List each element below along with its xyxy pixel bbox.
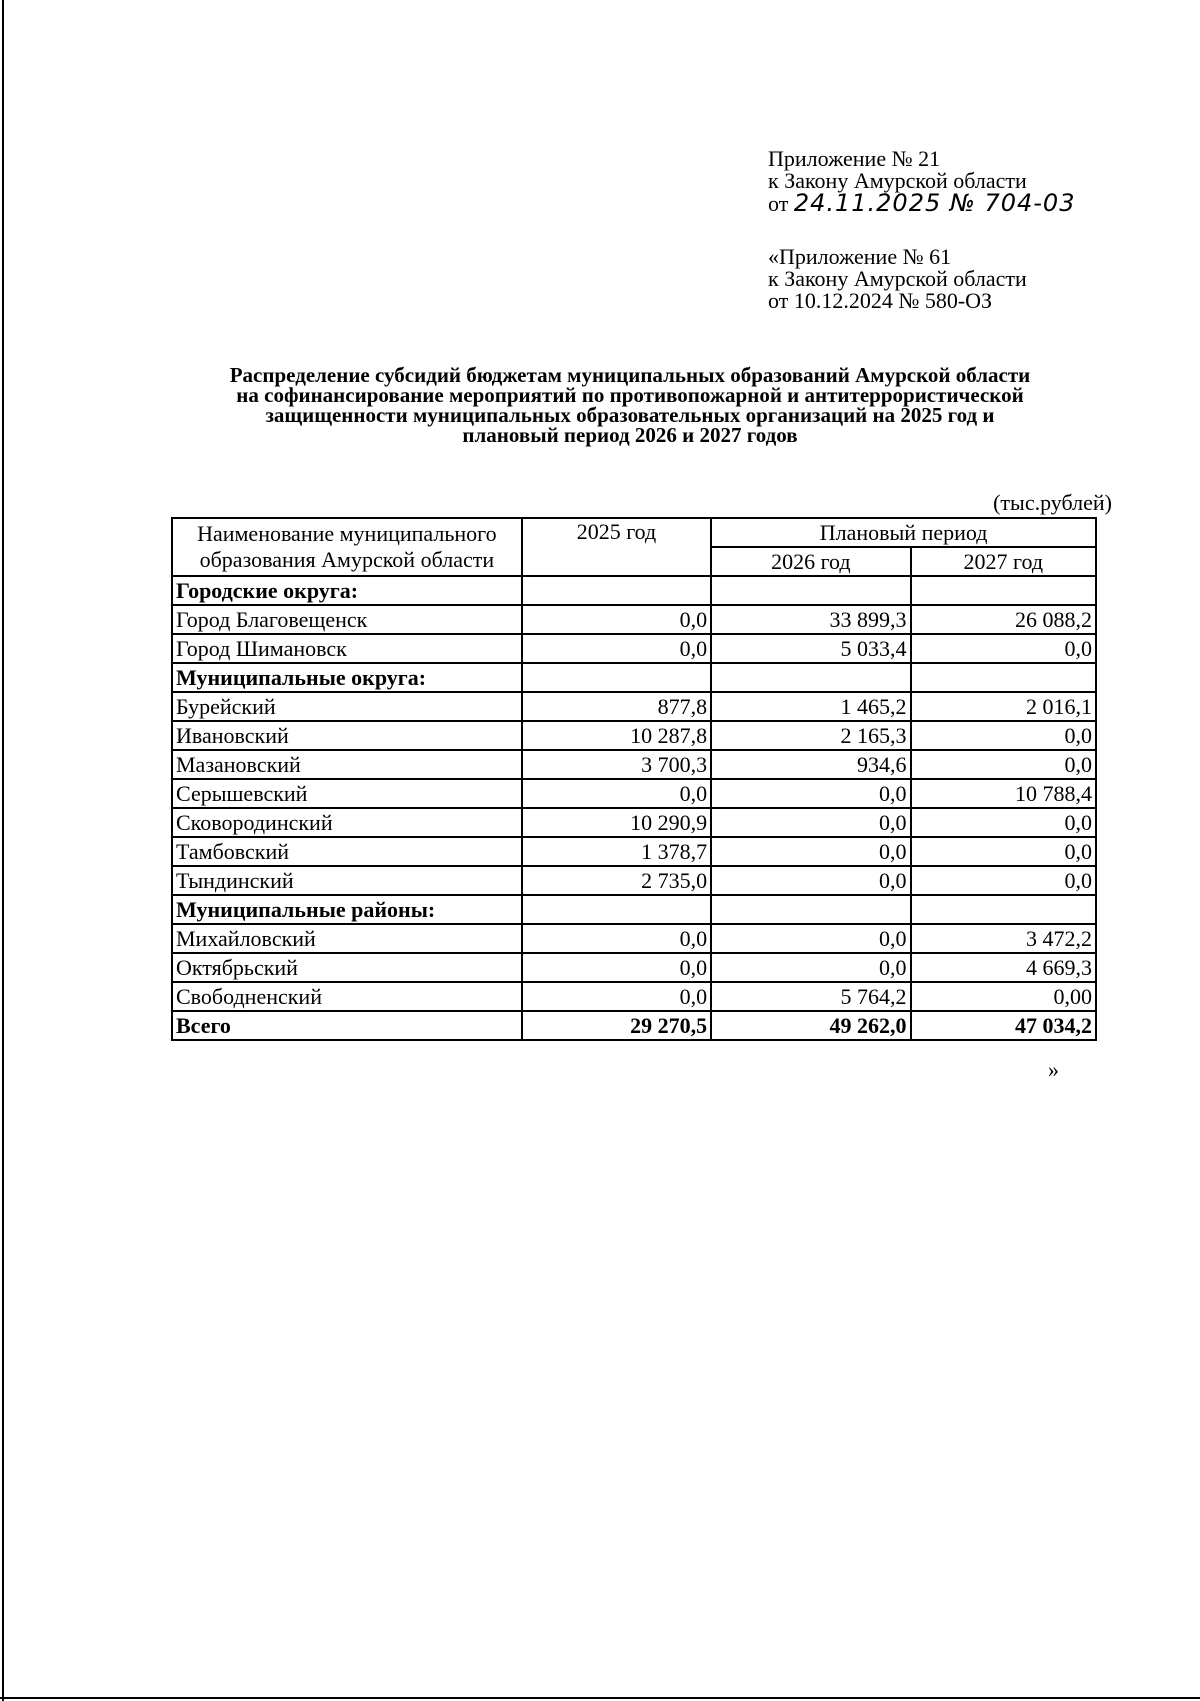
row-2025: 10 287,8 bbox=[522, 721, 711, 750]
row-2026: 0,0 bbox=[711, 779, 910, 808]
title-line1: Распределение субсидий бюджетам муниципальных образований Амурской области bbox=[229, 363, 1031, 387]
table-body bbox=[172, 576, 1096, 1040]
header-name-cell bbox=[172, 518, 522, 576]
row-2027: 3 472,2 bbox=[911, 924, 1096, 953]
handwritten-date-number: 24.11.2025 № 704-03 bbox=[793, 189, 1076, 217]
row-2027: 10 788,4 bbox=[911, 779, 1096, 808]
table-row bbox=[172, 750, 1096, 779]
units-label: (тыс.рублей) bbox=[993, 490, 1112, 515]
appendix-current-date-line bbox=[768, 189, 1076, 217]
header-year-2025: 2025 год bbox=[522, 518, 711, 576]
row-2027: 0,0 bbox=[911, 634, 1096, 663]
row-2027: 0,0 bbox=[911, 837, 1096, 866]
table-row bbox=[172, 808, 1096, 837]
row-2026: 5 033,4 bbox=[711, 634, 910, 663]
row-2027: 0,0 bbox=[911, 808, 1096, 837]
page-border-left bbox=[2, 0, 4, 1701]
row-name: Бурейский bbox=[172, 692, 522, 721]
header-year-2026: 2026 год bbox=[711, 547, 910, 576]
row-2026: 33 899,3 bbox=[711, 605, 910, 634]
row-2027: 4 669,3 bbox=[911, 953, 1096, 982]
table-row bbox=[172, 982, 1096, 1011]
section-row bbox=[172, 663, 1096, 692]
header-row-1 bbox=[172, 518, 1096, 547]
table-row bbox=[172, 953, 1096, 982]
row-2027: 0,0 bbox=[911, 866, 1096, 895]
row-2026: 0,0 bbox=[711, 953, 910, 982]
row-name: Мазановский bbox=[172, 750, 522, 779]
row-2025: 1 378,7 bbox=[522, 837, 711, 866]
row-2025: 0,0 bbox=[522, 605, 711, 634]
row-2026: 0,0 bbox=[711, 924, 910, 953]
title-line4: плановый период 2026 и 2027 годов bbox=[462, 423, 798, 447]
row-2027: 26 088,2 bbox=[911, 605, 1096, 634]
table-row bbox=[172, 924, 1096, 953]
row-2027: 0,00 bbox=[911, 982, 1096, 1011]
row-2027: 0,0 bbox=[911, 721, 1096, 750]
row-2026: 0,0 bbox=[711, 866, 910, 895]
row-2025: 877,8 bbox=[522, 692, 711, 721]
row-name: Тамбовский bbox=[172, 837, 522, 866]
row-2025: 0,0 bbox=[522, 634, 711, 663]
section-title: Муниципальные районы: bbox=[172, 895, 522, 924]
row-2025: 0,0 bbox=[522, 779, 711, 808]
section-title: Муниципальные округа: bbox=[172, 663, 522, 692]
total-row bbox=[172, 1011, 1096, 1040]
subsidy-table bbox=[171, 517, 1097, 1041]
appendix-previous bbox=[768, 246, 1027, 312]
closing-quote: » bbox=[1048, 1057, 1059, 1082]
row-2025: 3 700,3 bbox=[522, 750, 711, 779]
row-name: Серышевский bbox=[172, 779, 522, 808]
row-2025: 2 735,0 bbox=[522, 866, 711, 895]
table-row bbox=[172, 692, 1096, 721]
page-border-bottom bbox=[0, 1697, 1200, 1699]
table-row bbox=[172, 634, 1096, 663]
table-row bbox=[172, 837, 1096, 866]
row-2027: 0,0 bbox=[911, 750, 1096, 779]
header-name-line2: образования Амурской области bbox=[199, 547, 495, 572]
row-name: Тындинский bbox=[172, 866, 522, 895]
table-row bbox=[172, 721, 1096, 750]
header-year-2027: 2027 год bbox=[911, 547, 1096, 576]
total-label: Всего bbox=[172, 1011, 522, 1040]
appendix-previous-line2: к Закону Амурской области bbox=[768, 266, 1027, 291]
header-planned-period: Плановый период bbox=[711, 518, 1096, 547]
row-2026: 5 764,2 bbox=[711, 982, 910, 1011]
appendix-current bbox=[768, 148, 1075, 215]
row-name: Свободненский bbox=[172, 982, 522, 1011]
row-2025: 0,0 bbox=[522, 953, 711, 982]
total-2027: 47 034,2 bbox=[911, 1011, 1096, 1040]
appendix-current-prefix: от bbox=[768, 191, 789, 216]
row-name: Октябрьский bbox=[172, 953, 522, 982]
section-title: Городские округа: bbox=[172, 576, 522, 605]
appendix-previous-line1: «Приложение № 61 bbox=[768, 244, 952, 269]
row-2026: 2 165,3 bbox=[711, 721, 910, 750]
row-2025: 10 290,9 bbox=[522, 808, 711, 837]
table-row bbox=[172, 605, 1096, 634]
row-name: Город Благовещенск bbox=[172, 605, 522, 634]
section-row bbox=[172, 895, 1096, 924]
row-2027: 2 016,1 bbox=[911, 692, 1096, 721]
table-row bbox=[172, 779, 1096, 808]
appendix-current-line2: к Закону Амурской области bbox=[768, 168, 1027, 193]
row-name: Город Шимановск bbox=[172, 634, 522, 663]
header-name-line1: Наименование муниципального bbox=[197, 521, 497, 546]
row-name: Сковородинский bbox=[172, 808, 522, 837]
row-2026: 1 465,2 bbox=[711, 692, 910, 721]
total-2026: 49 262,0 bbox=[711, 1011, 910, 1040]
appendix-current-line1: Приложение № 21 bbox=[768, 146, 941, 171]
row-2026: 0,0 bbox=[711, 837, 910, 866]
row-2026: 0,0 bbox=[711, 808, 910, 837]
total-2025: 29 270,5 bbox=[522, 1011, 711, 1040]
row-2026: 934,6 bbox=[711, 750, 910, 779]
title-line2: на софинансирование мероприятий по противопожарной и антитеррористической bbox=[236, 383, 1024, 407]
section-row bbox=[172, 576, 1096, 605]
document-title bbox=[150, 365, 1110, 445]
row-2025: 0,0 bbox=[522, 924, 711, 953]
row-2025: 0,0 bbox=[522, 982, 711, 1011]
title-line3: защищенности муниципальных образовательных организаций на 2025 год и bbox=[265, 403, 995, 427]
row-name: Михайловский bbox=[172, 924, 522, 953]
table-row bbox=[172, 866, 1096, 895]
appendix-previous-line3: от 10.12.2024 № 580-ОЗ bbox=[768, 288, 993, 313]
row-name: Ивановский bbox=[172, 721, 522, 750]
